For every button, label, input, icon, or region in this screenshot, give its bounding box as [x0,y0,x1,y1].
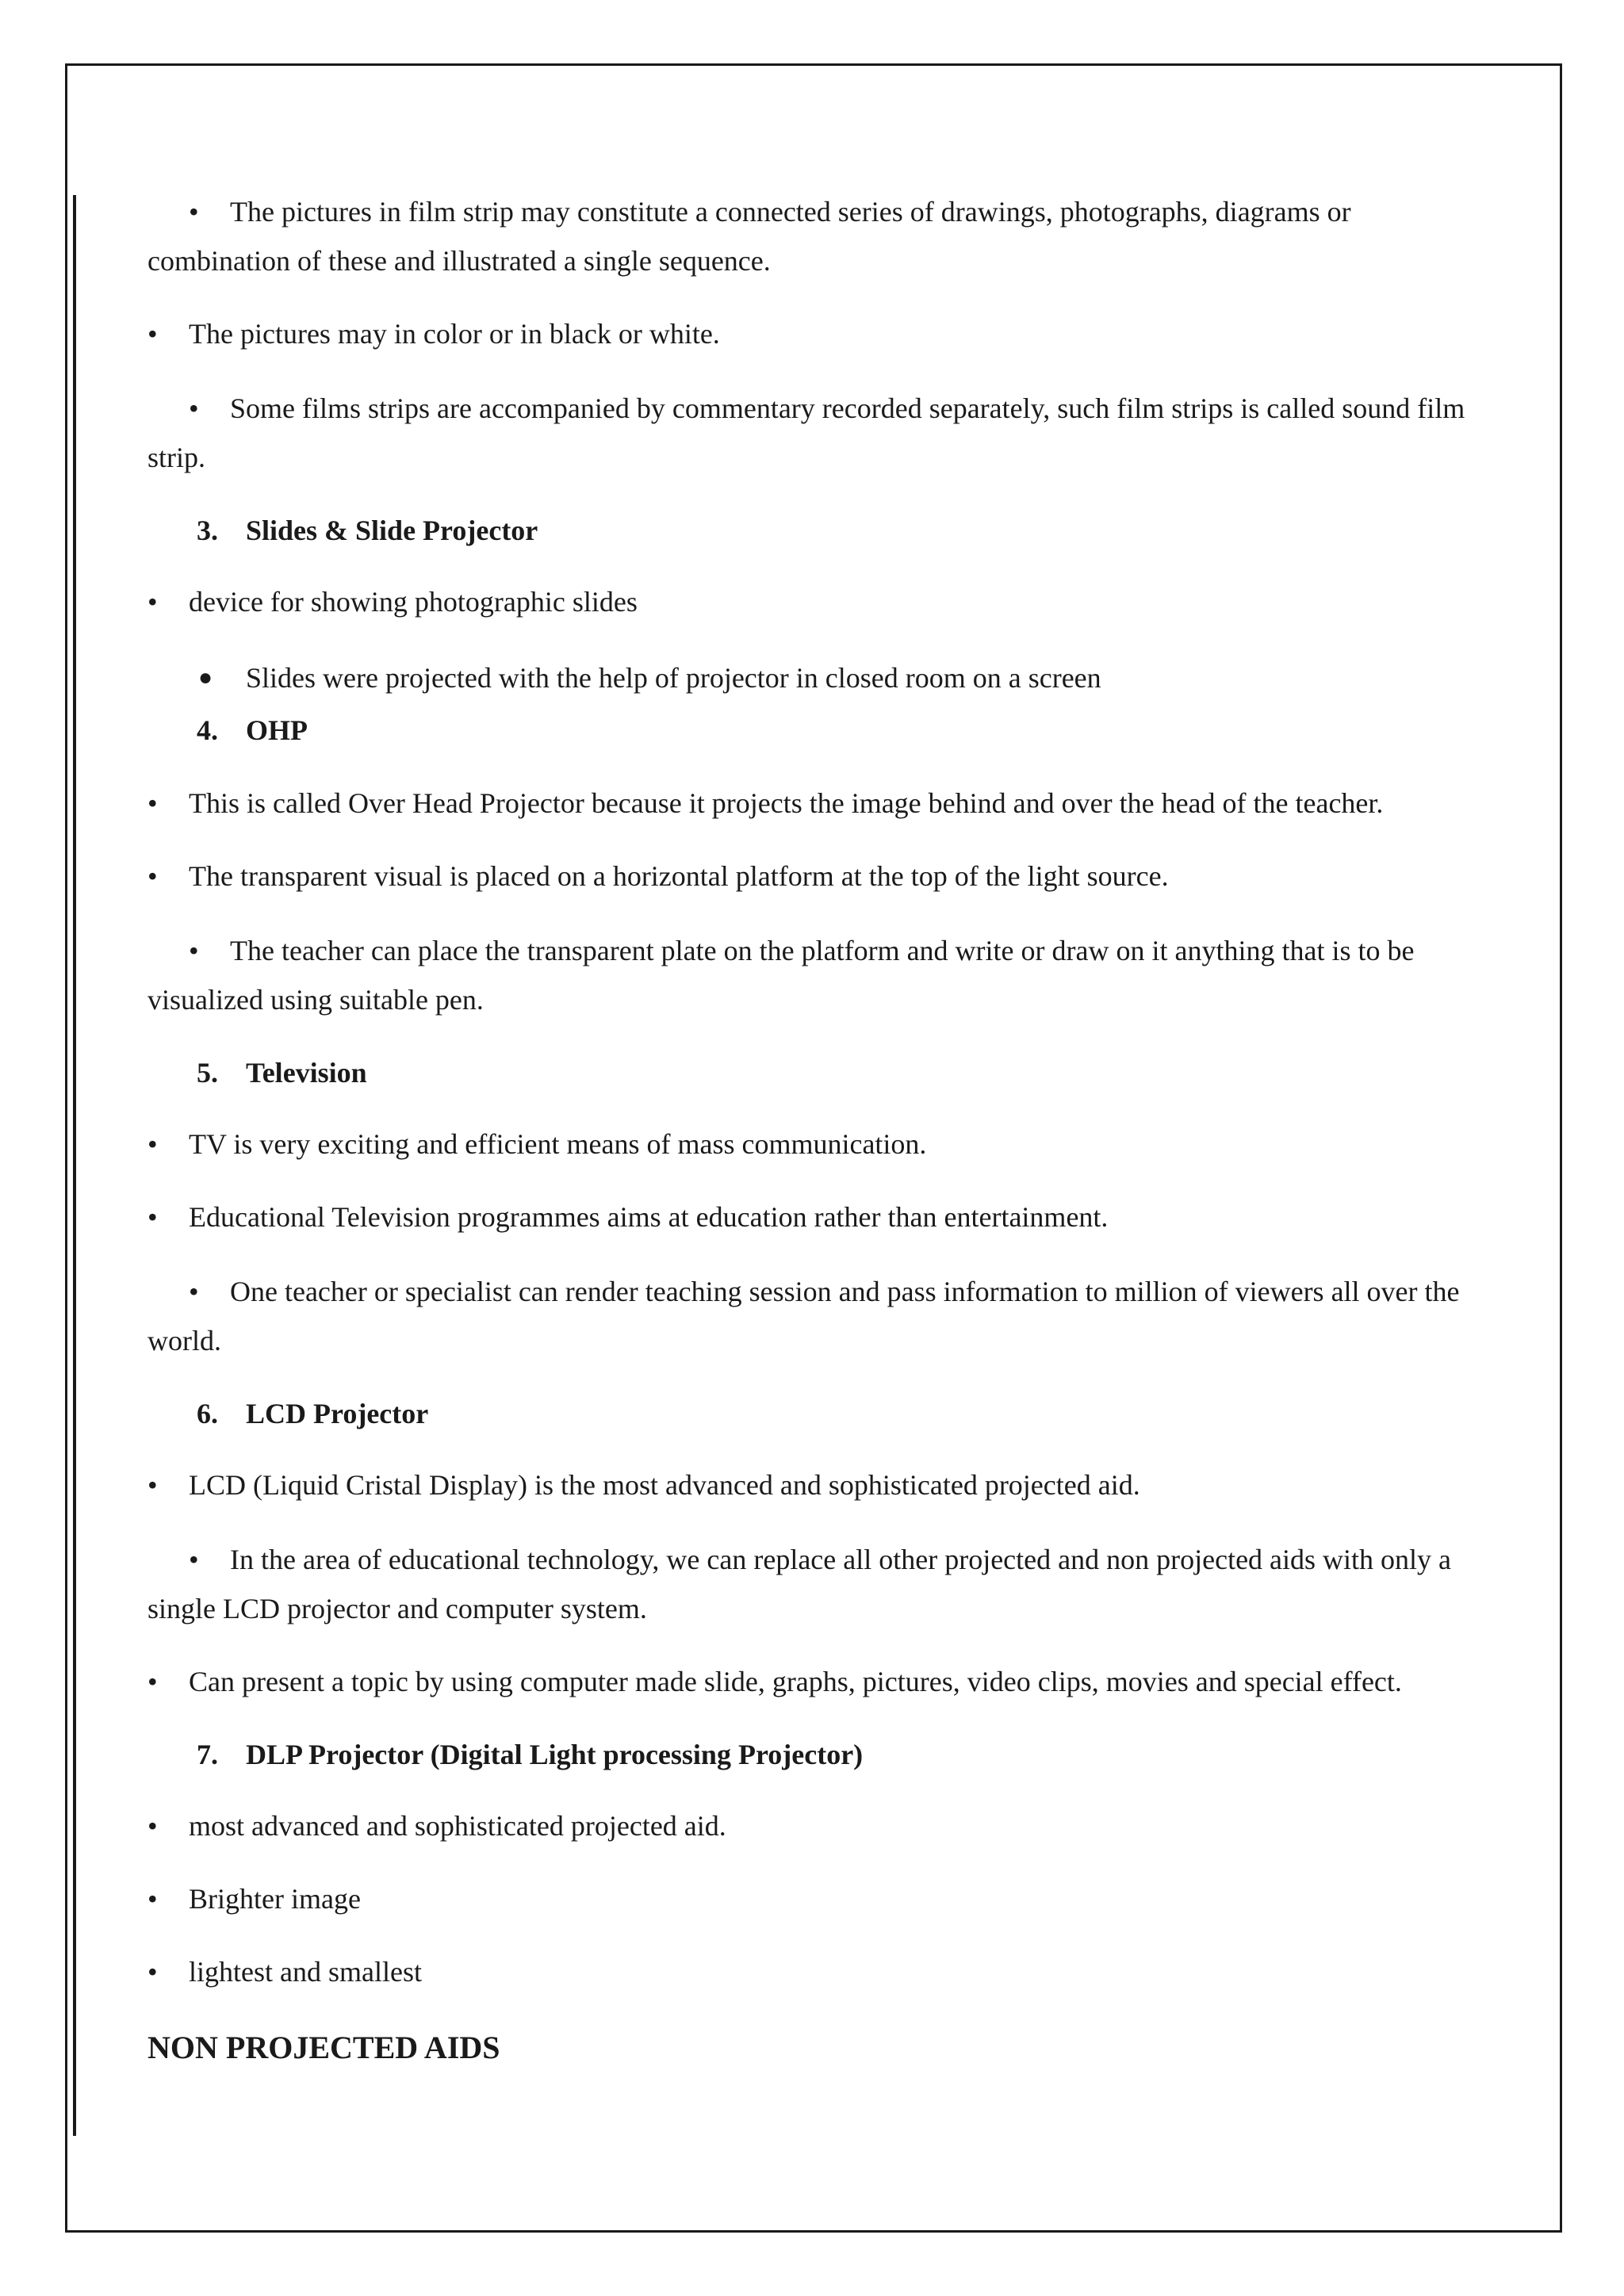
section-heading [147,506,1488,555]
bullet-item [147,1119,1488,1169]
document-body [147,187,1488,2072]
section-title: OHP [246,714,308,746]
bullet-item [147,309,1488,358]
bullet-glyph: • [147,787,158,819]
section-title: Slides & Slide Projector [246,515,538,546]
section-number: 4. [197,714,218,746]
bullet-text: device for showing photographic slides [189,586,638,618]
section-number: 5. [197,1057,218,1089]
margin-bar [73,195,76,2136]
non-projected-aids-heading: NON PROJECTED AIDS [147,2030,500,2065]
bullet-text: In the area of educational technology, we can replace all other projected and non projected aids with only a single LCD projector and computer system. [147,1544,1452,1624]
section-title: DLP Projector (Digital Light processing Projector) [246,1739,864,1770]
bullet-text: LCD (Liquid Cristal Display) is the most advanced and sophisticated projected aid. [189,1469,1140,1501]
bullet-text: Brighter image [189,1883,361,1915]
bullet-glyph: • [147,1883,158,1915]
bullet-glyph: • [147,860,158,892]
bullet-text: lightest and smallest [189,1956,422,1988]
bullet-glyph: • [147,1810,158,1842]
bullet-item [147,1535,1488,1633]
section-title: LCD Projector [246,1398,429,1429]
bullet-item [147,1947,1488,1996]
section-number: 7. [197,1739,218,1770]
bullet-item [147,779,1488,828]
bullet-glyph: • [189,392,199,424]
bullet-text: The teacher can place the transparent plate on the platform and write or draw on it anything that is to be visualized using suitable pen. [147,935,1415,1016]
bullet-glyph: • [189,1544,199,1575]
bullet-glyph: • [189,196,199,228]
bullet-glyph: • [189,935,199,966]
bullet-text: TV is very exciting and efficient means of mass communication. [189,1128,927,1160]
section-number: 6. [197,1398,218,1429]
bullet-text: Some films strips are accompanied by commentary recorded separately, such film strips is called sound film strip. [147,392,1465,473]
section-heading [147,1389,1488,1438]
bullet-text: Can present a topic by using computer made slide, graphs, pictures, video clips, movies and special effect. [189,1666,1402,1697]
bullet-item [147,577,1488,626]
bullet-item [147,1801,1488,1850]
bullet-glyph: • [147,1469,158,1501]
sub-bullet-text: Slides were projected with the help of projector in closed room on a screen [246,662,1101,694]
bullet-glyph: • [147,1956,158,1988]
bullet-item [147,926,1488,1024]
bullet-text: One teacher or specialist can render teaching session and pass information to million of viewers all over the world. [147,1276,1460,1357]
bullet-text: Educational Television programmes aims at education rather than entertainment. [189,1201,1109,1233]
bullet-item [147,1657,1488,1706]
section-heading [147,1730,1488,1779]
bullet-item [147,1874,1488,1923]
bullet-item [147,851,1488,901]
bullet-glyph: • [147,1666,158,1697]
bullet-glyph: • [147,1201,158,1233]
bullet-glyph: • [189,1276,199,1307]
bullet-glyph: • [147,318,158,350]
bullet-text: The pictures in film strip may constitute a connected series of drawings, photographs, diagrams or combination of these and illustrated a single sequence. [147,196,1351,277]
bullet-item [147,384,1488,482]
section-number: 3. [197,515,218,546]
section-heading [147,706,1488,755]
section-heading [147,1048,1488,1097]
sub-bullet-glyph: ● [198,664,213,691]
bullet-text: This is called Over Head Projector because it projects the image behind and over the head of the teacher. [189,787,1384,819]
bullet-item [147,187,1488,285]
section-title: Television [246,1057,367,1089]
sub-bullet-item [147,653,1488,702]
bullet-item [147,1192,1488,1242]
bullet-item [147,1267,1488,1365]
bullet-item [147,1460,1488,1510]
bullet-text: The pictures may in color or in black or white. [189,318,720,350]
bullet-glyph: • [147,1128,158,1160]
bullet-text: The transparent visual is placed on a horizontal platform at the top of the light source. [189,860,1169,892]
bullet-text: most advanced and sophisticated projected aid. [189,1810,726,1842]
bullet-glyph: • [147,586,158,618]
